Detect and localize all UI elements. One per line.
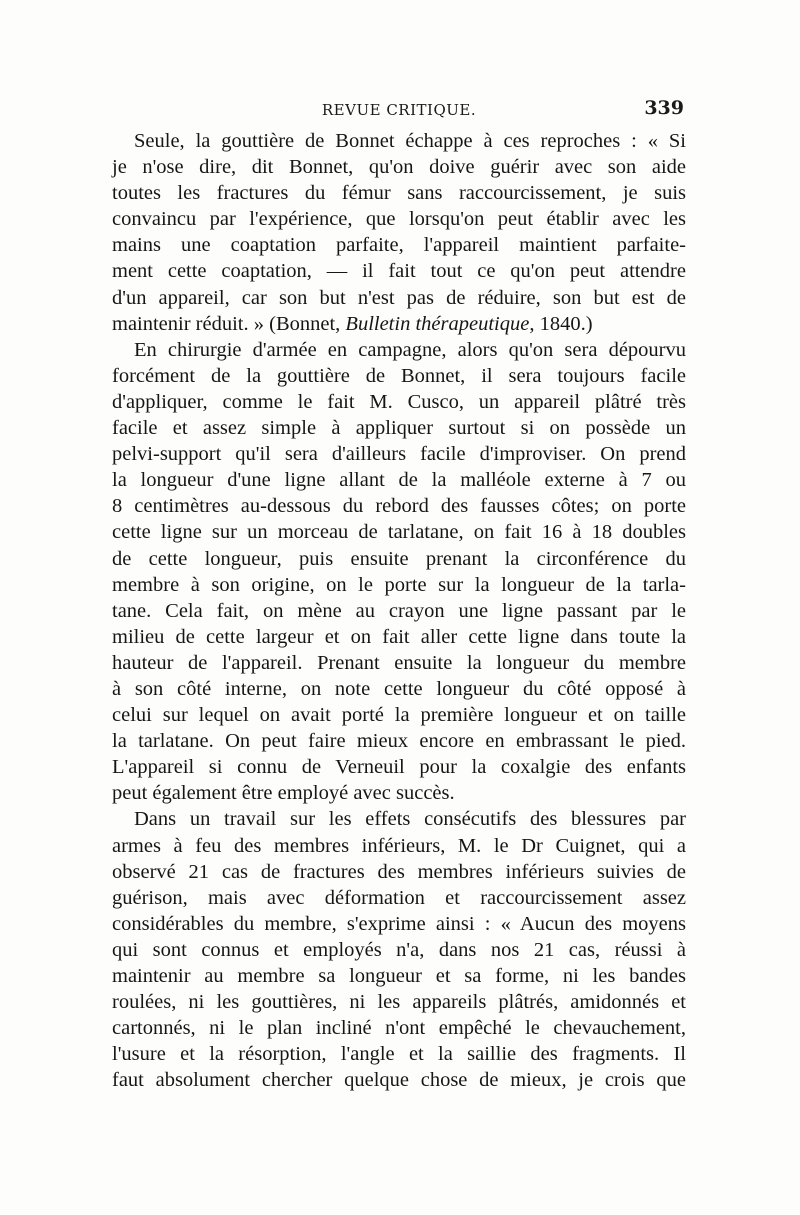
text-line: cette ligne sur un morceau de tarlatane, on fait 16 à 18 doubles — [112, 521, 686, 544]
text-line: convaincu par l'expérience, que lorsqu'on peut établir avec les — [112, 208, 686, 231]
text-line: Seule, la gouttière de Bonnet échappe à ces reproches : « Si — [134, 130, 686, 152]
text-line: peut également être employé avec succès. — [112, 782, 455, 805]
body-text — [112, 128, 686, 1093]
text-line: toutes les fractures du fémur sans raccourcissement, je suis — [112, 182, 686, 205]
text-line: d'un appareil, car son but n'est pas de réduire, son but est de — [112, 286, 686, 309]
text-line: de cette longueur, puis ensuite prenant la circonférence du — [112, 547, 686, 570]
journal-title: Bulletin thérapeutique — [345, 312, 530, 335]
text-line: roulées, ni les gouttières, ni les appareils plâtrés, amidonnés et — [112, 991, 686, 1014]
running-title: REVUE CRITIQUE. — [321, 101, 477, 119]
text-line: considérables du membre, s'exprime ainsi : « Aucun des moyens — [112, 912, 686, 935]
text-line: la tarlatane. On peut faire mieux encore en embrassant le pied. — [112, 730, 686, 753]
text-line: maintenir réduit. » (Bonnet, Bulletin thérapeutique, 1840.) — [112, 312, 593, 335]
text-line: d'appliquer, comme le fait M. Cusco, un appareil plâtré très — [112, 390, 686, 413]
text-line: ment cette coaptation, — il fait tout ce qu'on peut attendre — [112, 260, 686, 283]
text-line: Dans un travail sur les effets consécutifs des blessures par — [134, 808, 686, 831]
page-header — [112, 97, 686, 123]
text-line: milieu de cette largeur et on fait aller cette ligne dans toute la — [112, 625, 686, 648]
text-line: faut absolument chercher quelque chose de mieux, je crois que — [112, 1069, 686, 1092]
text-line: facile et assez simple à appliquer surtout si on possède un — [112, 417, 686, 440]
text-line: l'usure et la résorption, l'angle et la saillie des fragments. Il — [112, 1043, 686, 1066]
text-line: cartonnés, ni le plan incliné n'ont empêché le chevauchement, — [112, 1017, 686, 1040]
text-line: je n'ose dire, dit Bonnet, qu'on doive guérir avec son aide — [112, 156, 686, 179]
text-line: maintenir au membre sa longueur et sa forme, ni les bandes — [112, 965, 686, 987]
text-line: membre à son origine, on le porte sur la longueur de la tarla- — [112, 573, 686, 596]
text-line: mains une coaptation parfaite, l'appareil maintient parfaite- — [112, 234, 686, 257]
text-line: tane. Cela fait, on mène au crayon une ligne passant par le — [112, 599, 686, 622]
page-number: 339 — [644, 97, 684, 119]
text-line: armes à feu des membres inférieurs, M. le Dr Cuignet, qui a — [112, 834, 686, 857]
text-line: guérison, mais avec déformation et raccourcissement assez — [112, 886, 686, 909]
text-line: En chirurgie d'armée en campagne, alors qu'on sera dépourvu — [134, 338, 686, 361]
text-line: 8 centimètres au-dessous du rebord des fausses côtes; on porte — [112, 495, 686, 518]
text-line: qui sont connus et employés n'a, dans nos 21 cas, réussi à — [112, 938, 686, 961]
text-line: forcément de la gouttière de Bonnet, il sera toujours facile — [112, 364, 686, 387]
text-line: à son côté interne, on note cette longueur du côté opposé à — [112, 677, 686, 700]
text-line: observé 21 cas de fractures des membres inférieurs suivies de — [112, 860, 686, 883]
text-line: la longueur d'une ligne allant de la malléole externe à 7 ou — [112, 469, 686, 492]
text-line: hauteur de l'appareil. Prenant ensuite la longueur du membre — [112, 651, 686, 674]
text-line: celui sur lequel on avait porté la première longueur et on taille — [112, 704, 686, 727]
text-line: L'appareil si connu de Verneuil pour la coxalgie des enfants — [112, 756, 686, 779]
text-line: pelvi-support qu'il sera d'ailleurs facile d'improviser. On prend — [112, 443, 686, 466]
